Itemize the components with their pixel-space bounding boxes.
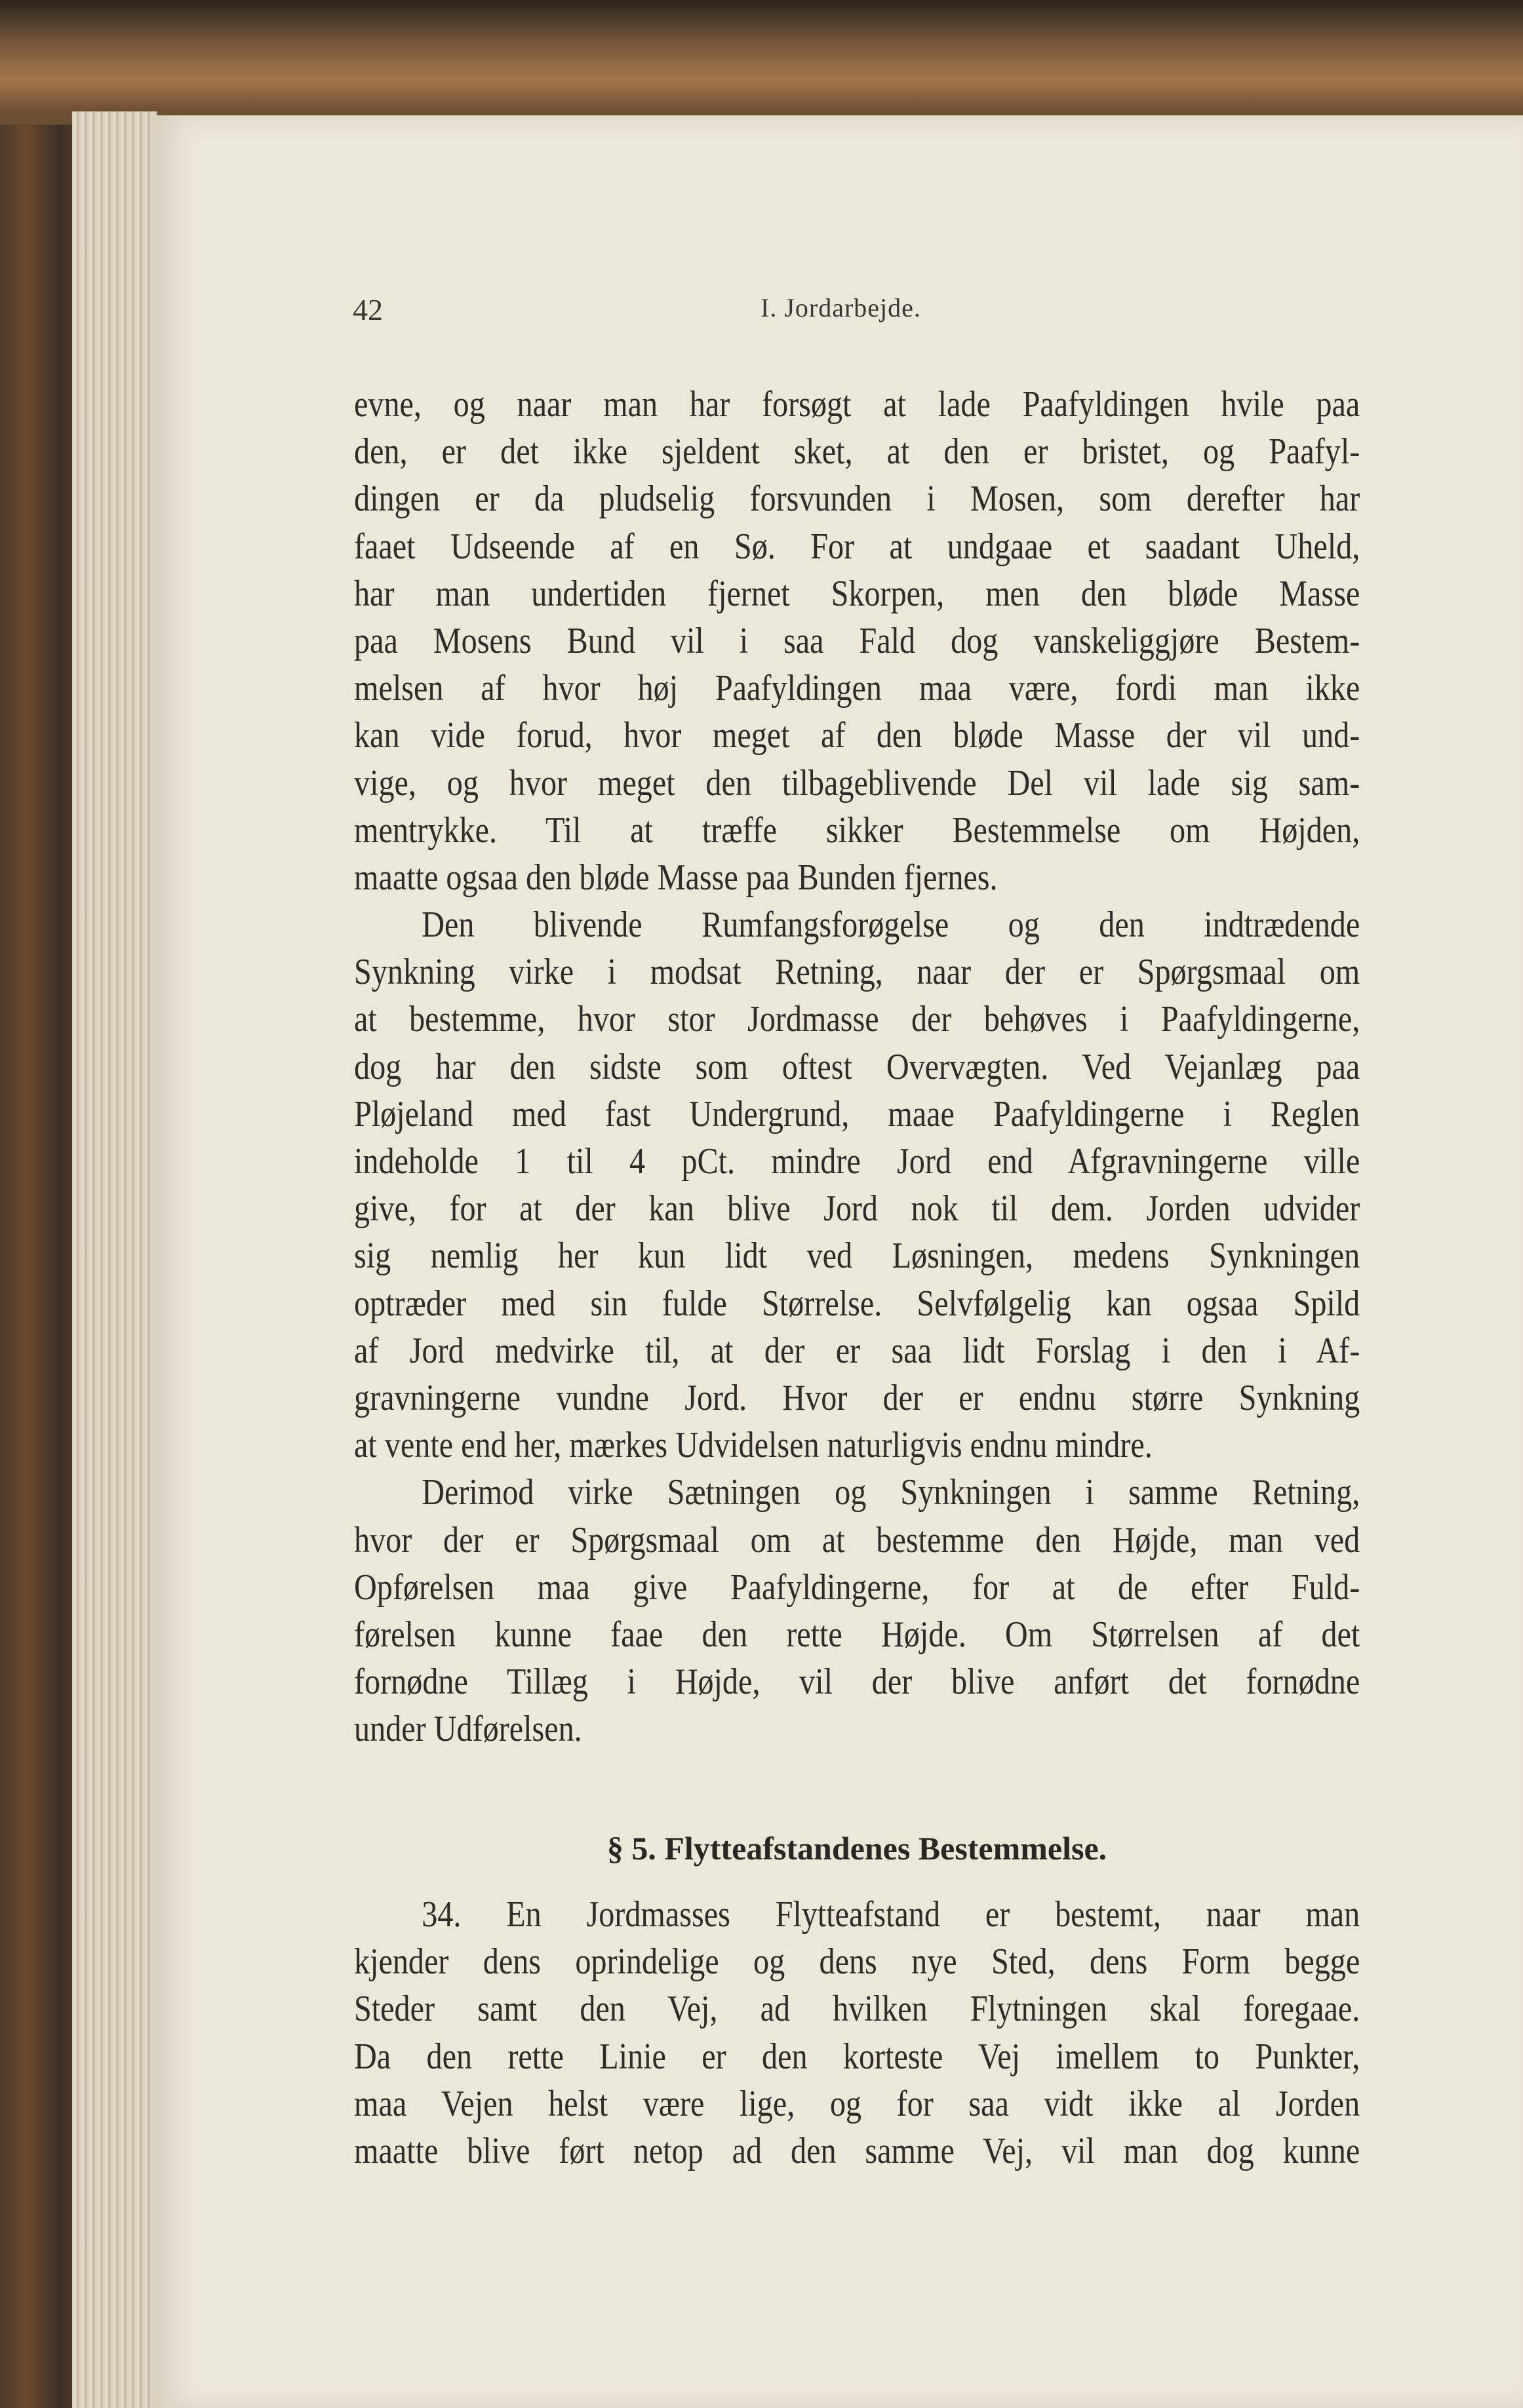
text-line: maatte ogsaa den bløde Masse paa Bunden fjernes. <box>354 857 998 898</box>
text-line: hvor der er Spørgsmaal om at bestemme den Højde, man ved <box>354 1519 1360 1561</box>
text-line: Synkning virke i modsat Retning, naar der er Spørgsmaal om <box>354 952 1360 993</box>
running-head: I. Jordarbejde. <box>761 293 921 322</box>
text-line: Da den rette Linie er den korteste Vej imellem to Punkter, <box>354 2036 1360 2077</box>
text-line: melsen af hvor høj Paafyldingen maa være, fordi man ikke <box>354 668 1360 709</box>
text-line: førelsen kunne faae den rette Højde. Om Størrelsen af det <box>354 1614 1360 1655</box>
text-line: fornødne Tillæg i Højde, vil der blive anført det fornødne <box>354 1661 1360 1703</box>
book-cover-top-edge <box>0 0 1523 125</box>
text-line: Pløjeland med fast Undergrund, maae Paafyldingerne i Reglen <box>354 1093 1360 1135</box>
body-text <box>354 381 1360 1753</box>
text-line: faaet Udseende af en Sø. For at undgaae et saadant Uheld, <box>354 526 1360 567</box>
text-line: maatte blive ført netop ad den samme Vej, vil man dog kunne <box>354 2130 1360 2171</box>
text-line: evne, og naar man har forsøgt at lade Paafyldingen hvile paa <box>354 384 1360 425</box>
text-line: at vente end her, mærkes Udvidelsen naturligvis endnu mindre. <box>354 1425 1153 1466</box>
text-line: Derimod virke Sætningen og Synkningen i samme Retning, <box>422 1472 1360 1513</box>
text-line: under Udførelsen. <box>354 1709 582 1750</box>
text-line: indeholde 1 til 4 pCt. mindre Jord end Afgravningerne ville <box>354 1141 1360 1182</box>
text-line: at bestemme, hvor stor Jordmasse der behøves i Paafyldingerne, <box>354 999 1360 1040</box>
paragraph <box>354 381 1360 901</box>
text-line: gravningerne vundne Jord. Hvor der er endnu større Synkning <box>354 1377 1360 1418</box>
paragraph <box>354 1469 1360 1753</box>
text-line: kjender dens oprindelige og dens nye Sted, dens Form begge <box>354 1941 1360 1983</box>
text-line: vige, og hvor meget den tilbageblivende Del vil lade sig sam- <box>354 762 1360 804</box>
text-line: kan vide forud, hvor meget af den bløde Masse der vil und- <box>354 715 1360 756</box>
text-line: optræder med sin fulde Størrelse. Selvfølgelig kan ogsaa Spild <box>354 1283 1360 1324</box>
text-line: paa Mosens Bund vil i saa Fald dog vanskeliggjøre Bestem- <box>354 620 1360 661</box>
text-line: den, er det ikke sjeldent sket, at den er bristet, og Paafyl- <box>354 431 1360 473</box>
text-line: 34. En Jordmasses Flytteafstand er bestemt, naar man <box>422 1894 1360 1935</box>
page-number: 42 <box>353 293 383 326</box>
section-text <box>354 1891 1360 2175</box>
text-line: Den blivende Rumfangsforøgelse og den indtrædende <box>422 904 1360 946</box>
paragraph <box>354 1891 1360 2175</box>
text-line: give, for at der kan blive Jord nok til dem. Jorden udvider <box>354 1188 1360 1230</box>
text-line: har man undertiden fjernet Skorpen, men den bløde Masse <box>354 573 1360 614</box>
text-line: dingen er da pludselig forsvunden i Mosen, som derefter har <box>354 478 1360 520</box>
text-line: Steder samt den Vej, ad hvilken Flytningen skal foregaae. <box>354 1989 1360 2030</box>
text-line: maa Vejen helst være lige, og for saa vidt ikke al Jorden <box>354 2083 1360 2124</box>
page-edges <box>72 111 157 2408</box>
text-line: mentrykke. Til at træffe sikker Bestemmelse om Højden, <box>354 809 1360 851</box>
text-line: sig nemlig her kun lidt ved Løsningen, medens Synkningen <box>354 1235 1360 1277</box>
text-line: Opførelsen maa give Paafyldingerne, for at de efter Fuld- <box>354 1566 1360 1608</box>
text-line: dog har den sidste som oftest Overvægten. Ved Vejanlæg paa <box>354 1046 1360 1087</box>
paragraph <box>354 901 1360 1469</box>
section-heading: § 5. Flytteafstandenes Bestemmelse. <box>606 1830 1107 1867</box>
text-line: af Jord medvirke til, at der er saa lidt Forslag i den i Af- <box>354 1330 1360 1371</box>
